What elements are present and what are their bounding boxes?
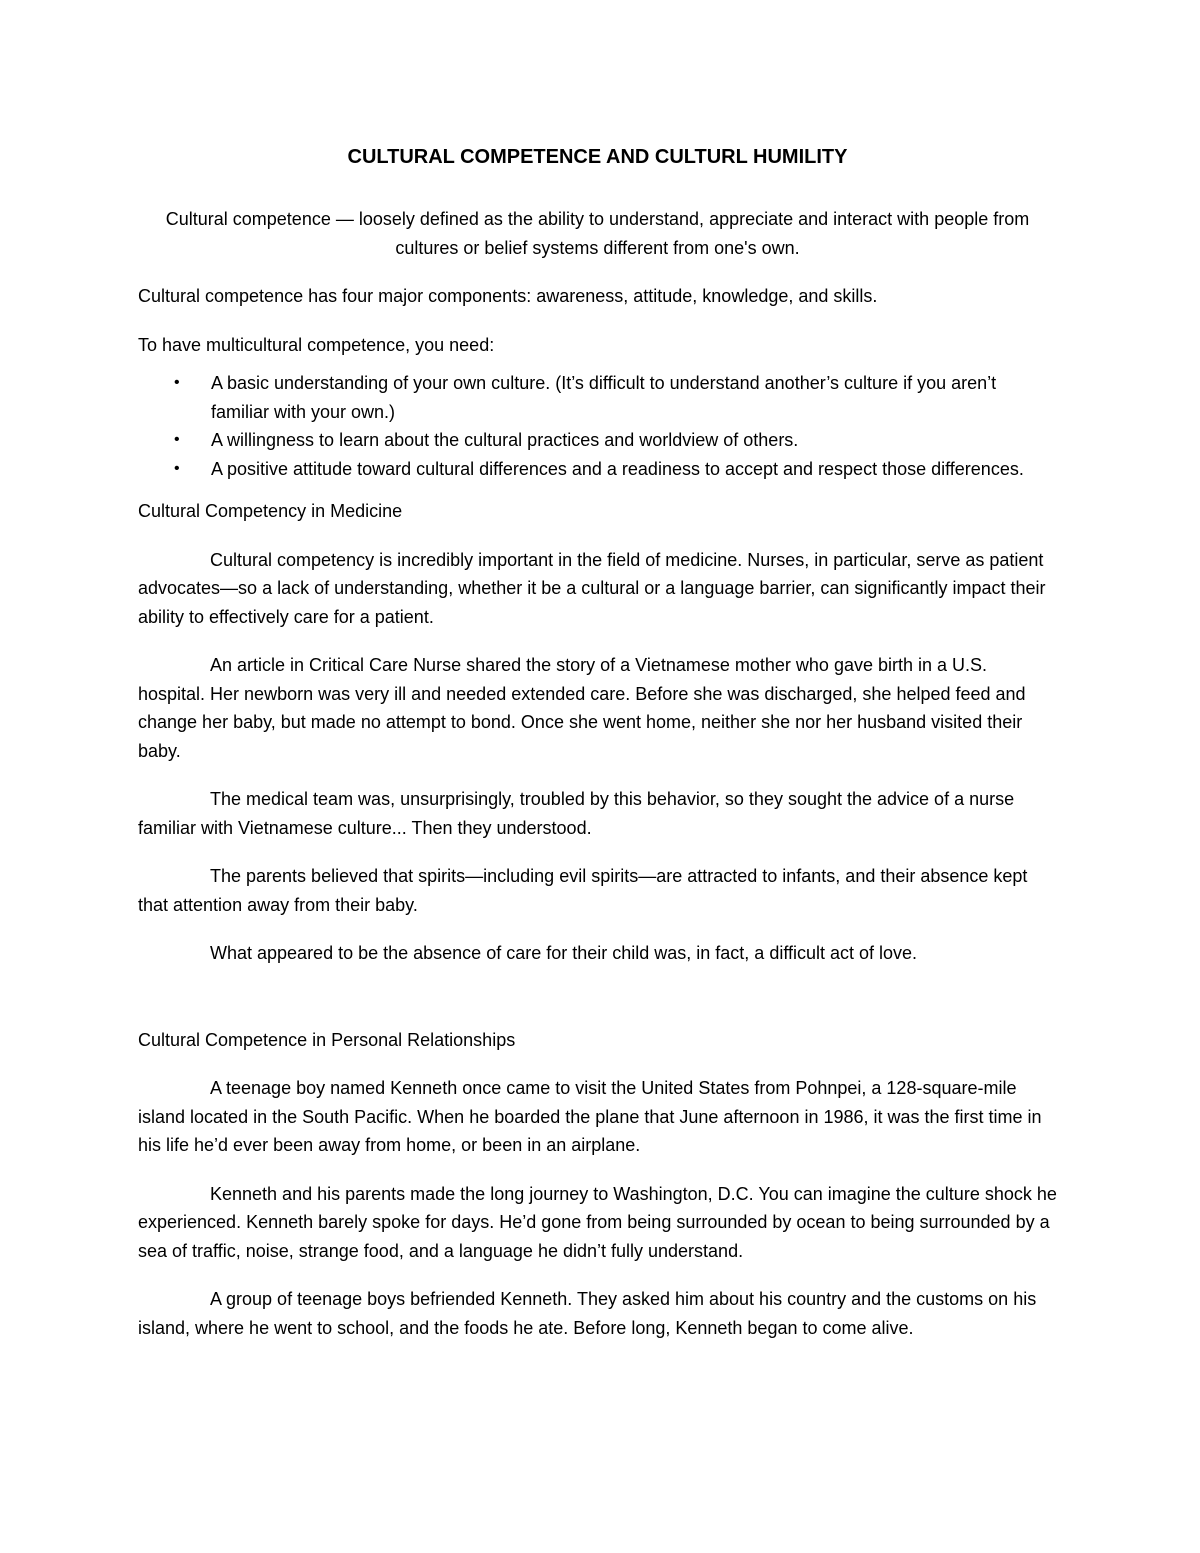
body-paragraph: Cultural competency is incredibly important in the field of medicine. Nurses, in particular, serve as patient advocates—so a lack of understanding, whether it be a cultural or a language barrier, can significantly impact their ability to effectively care for a patient.: [138, 549, 1046, 627]
components-paragraph: Cultural competence has four major components: awareness, attitude, knowledge, and skills.: [138, 286, 878, 306]
body-paragraph: An article in Critical Care Nurse shared the story of a Vietnamese mother who gave birth in a U.S. hospital. Her newborn was very ill and needed extended care. Before she was discharged, she helped feed and change her baby, but made no attempt to bond. Once she went home, neither she nor her husband visited their baby.: [138, 655, 1026, 761]
section-spacer: [138, 988, 1057, 1026]
bullet-item: [138, 455, 1057, 484]
needs-bullet-list: [138, 369, 1057, 483]
bullet-text: A willingness to learn about the cultural practices and worldview of others.: [211, 430, 799, 450]
document-title: CULTURAL COMPETENCE AND CULTURL HUMILITY: [347, 146, 848, 168]
bullet-icon: •: [174, 431, 180, 448]
section-heading-relationships: Cultural Competence in Personal Relationships: [138, 1029, 516, 1050]
bullet-icon: •: [174, 374, 180, 391]
bullet-item: [138, 369, 1057, 426]
body-paragraph: The medical team was, unsurprisingly, troubled by this behavior, so they sought the advice of a nurse familiar with Vietnamese culture... Then they understood.: [138, 789, 1015, 838]
need-intro-paragraph: To have multicultural competence, you need:: [138, 334, 495, 355]
definition-paragraph: Cultural competence — loosely defined as the ability to understand, appreciate and interact with people from cultures or belief systems different from one's own.: [165, 209, 1030, 258]
body-paragraph: A teenage boy named Kenneth once came to visit the United States from Pohnpei, a 128-square-mile island located in the South Pacific. When he boarded the plane that June afternoon in 1986, it was the first time in his life he’d ever been away from home, or been in an airplane.: [138, 1078, 1042, 1155]
section-heading-medicine: Cultural Competency in Medicine: [138, 501, 403, 521]
bullet-item: [138, 426, 1057, 455]
body-paragraph: What appeared to be the absence of care for their child was, in fact, a difficult act of love.: [210, 943, 918, 963]
body-paragraph: The parents believed that spirits—including evil spirits—are attracted to infants, and their absence kept that attention away from their baby.: [138, 866, 1028, 915]
bullet-text: A basic understanding of your own culture. (It’s difficult to understand another’s culture if you aren’t familiar with your own.): [211, 373, 997, 422]
body-paragraph: A group of teenage boys befriended Kenneth. They asked him about his country and the customs on his island, where he went to school, and the foods he ate. Before long, Kenneth began to come alive.: [138, 1289, 1037, 1338]
body-paragraph: Kenneth and his parents made the long journey to Washington, D.C. You can imagine the culture shock he experienced. Kenneth barely spoke for days. He’d gone from being surrounded by ocean to being surrounded by a sea of traffic, noise, strange food, and a language he didn’t fully understand.: [138, 1183, 1057, 1261]
bullet-text: A positive attitude toward cultural differences and a readiness to accept and respect those differences.: [211, 458, 1024, 479]
bullet-icon: •: [174, 459, 180, 477]
